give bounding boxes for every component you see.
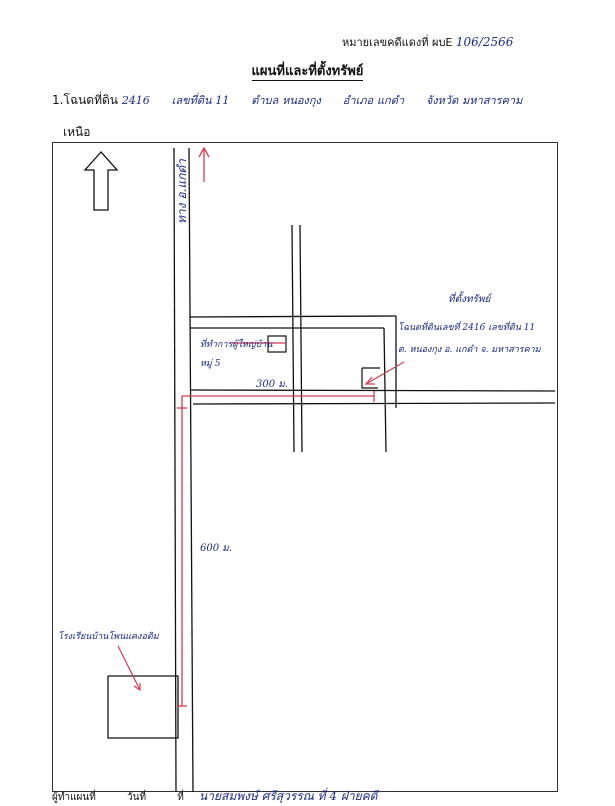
footer-text-1: ผู้ทำแผนที่ (52, 792, 96, 803)
property-label-1: ที่ตั้งทรัพย์ (448, 294, 491, 305)
land-no-label: เลขที่ดิน (171, 94, 212, 107)
cross-road-top-edge (190, 390, 555, 391)
land-number: 11 (215, 94, 230, 107)
distance-long-label: 600 ม. (200, 543, 233, 554)
main-road-left-edge (174, 148, 176, 792)
property-label-2: โฉนดที่ดินเลขที่ 2416 เลขที่ดิน 11 (398, 323, 536, 333)
footer-handwritten: นายสมพงษ์ ศรีสุวรรณ ที่ 4 ฝ่ายคดี (199, 789, 378, 803)
footer-text-2: วันที่ (127, 792, 147, 803)
village-office-label-2: หมู่ 5 (200, 359, 221, 369)
school-pointer-line (118, 646, 140, 690)
tambon-value: หนองกุง (282, 94, 321, 107)
case-number-value: 106/2566 (455, 35, 514, 49)
main-road-right-edge (189, 148, 193, 792)
side-street-right-edge (300, 225, 302, 452)
case-number-label: หมายเลขคดีแดงที่ ผบE (342, 36, 453, 49)
tambon-label: ตำบล (251, 94, 279, 107)
village-office-label-1: ที่ทำการผู้ใหญ่บ้าน (200, 340, 273, 350)
amphoe-value: แกดำ (376, 94, 405, 107)
school-label: โรงเรียนบ้านโพนแคงอดิม (58, 632, 159, 642)
deed-prefix: 1.โฉนดที่ดิน (52, 93, 118, 107)
amphoe-label: อำเภอ (342, 94, 374, 107)
road-label: ทาง อ.แกดำ (175, 159, 189, 224)
side-street-left-edge (292, 225, 294, 452)
cross-road-bottom-edge (193, 403, 555, 404)
page-title: แผนที่และที่ตั้งทรัพย์ (251, 64, 364, 79)
school-building (108, 676, 178, 738)
footer-line (52, 787, 377, 806)
province-label: จังหวัด (425, 94, 459, 107)
north-arrow-icon (85, 152, 117, 210)
north-label: เหนือ (63, 125, 91, 139)
footer-text-3: ที่ (177, 792, 184, 803)
distance-short-label: 300 ม. (256, 379, 289, 390)
property-pointer-arrowhead-icon (366, 377, 375, 384)
deed-number: 2416 (121, 94, 150, 107)
property-label-3: ต. หนองกุง อ. แกดำ จ. มหาสารคาม (398, 345, 541, 355)
province-value: มหาสารคาม (462, 94, 523, 107)
